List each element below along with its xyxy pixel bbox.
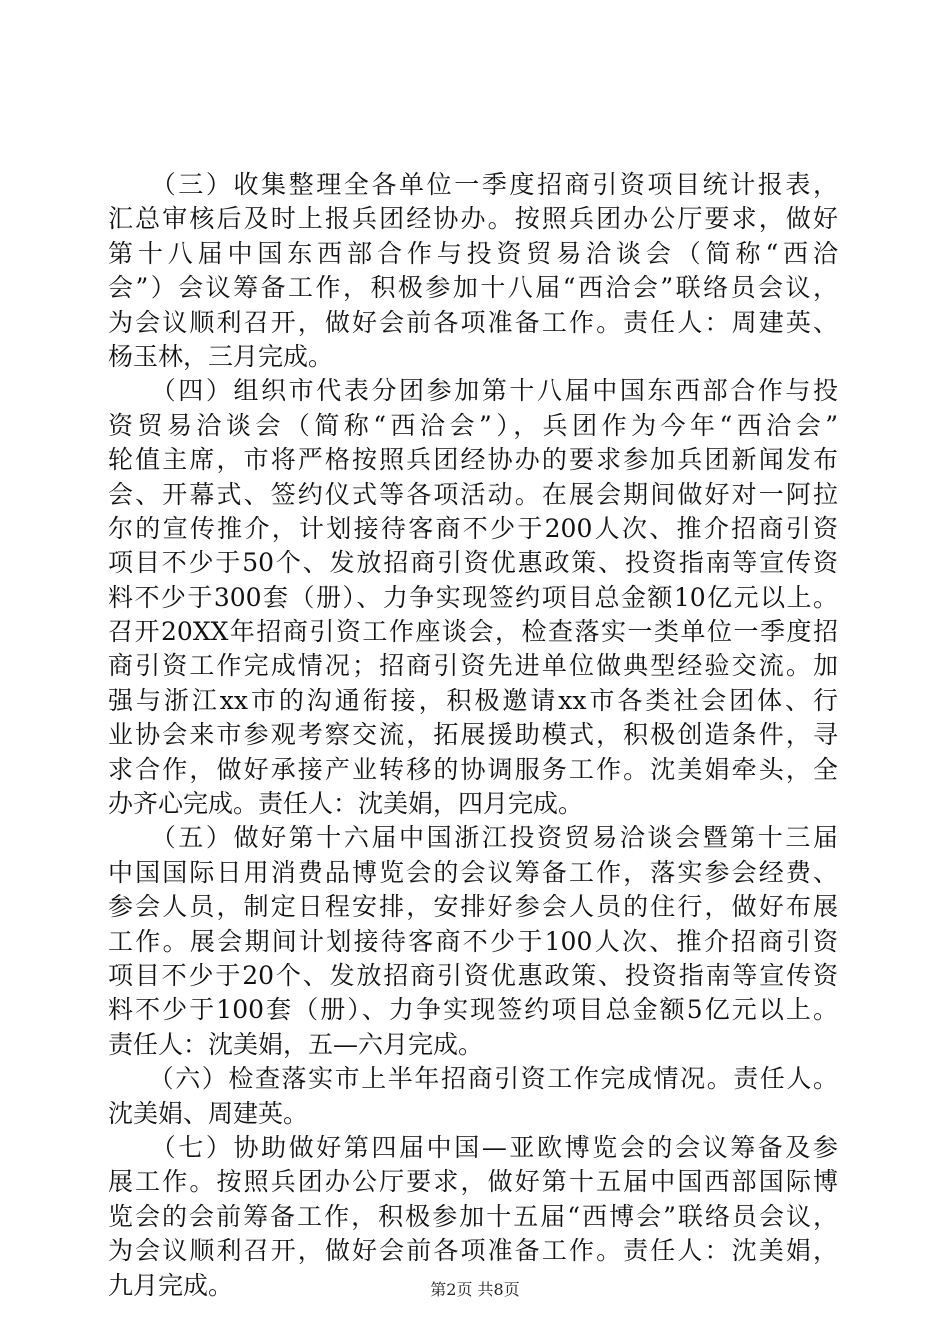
paragraph-3 xyxy=(108,168,838,374)
text-line: （五）做好第十六届中国浙江投资贸易洽谈会暨第十三届 xyxy=(108,823,838,853)
page-number-footer: 第2页 共8页 xyxy=(430,1280,520,1299)
text-line: 强与浙江xx市的沟通衔接，积极邀请xx市各类社会团体、行 xyxy=(108,685,838,715)
text-line: 召开20XX年招商引资工作座谈会，检查落实一类单位一季度招 xyxy=(108,617,838,647)
text-line: 第十八届中国东西部合作与投资贸易洽谈会（简称“西洽 xyxy=(108,238,838,268)
text-line: （六）检查落实市上半年招商引资工作完成情况。责任人。 xyxy=(108,1064,838,1094)
text-line: 办齐心完成。责任人：沈美娟，四月完成。 xyxy=(108,789,584,819)
paragraph-4 xyxy=(108,374,838,821)
text-line: 尔的宣传推介，计划接待客商不少于200人次、推介招商引资 xyxy=(108,513,838,543)
text-line: 中国国际日用消费品博览会的会议筹备工作，落实参会经费、 xyxy=(108,857,838,887)
text-line: 沈美娟、周建英。 xyxy=(108,1098,309,1128)
text-line: 会”）会议筹备工作，积极参加十八届“西洽会”联络员会议， xyxy=(108,273,838,303)
text-line: 责任人：沈美娟，五—六月完成。 xyxy=(108,1029,484,1059)
text-line: 料不少于300套（册）、力争实现签约项目总金额10亿元以上。 xyxy=(108,582,838,612)
text-line: 商引资工作完成情况；招商引资先进单位做典型经验交流。加 xyxy=(108,651,838,681)
text-line: 业协会来市参观考察交流，拓展援助模式，积极创造条件，寻 xyxy=(108,720,838,750)
paragraph-6 xyxy=(108,1062,838,1131)
text-line: 项目不少于20个、发放招商引资优惠政策、投资指南等宣传资 xyxy=(108,960,838,990)
text-line: 览会的会前筹备工作，积极参加十五届“西博会”联络员会议， xyxy=(108,1201,838,1231)
text-line: 汇总审核后及时上报兵团经协办。按照兵团办公厅要求，做好 xyxy=(108,204,838,234)
text-line: （三）收集整理全各单位一季度招商引资项目统计报表， xyxy=(108,170,838,199)
document-body xyxy=(108,168,838,1303)
text-line: （四）组织市代表分团参加第十八届中国东西部合作与投 xyxy=(108,376,838,406)
text-line: 九月完成。 xyxy=(108,1270,234,1300)
text-line: 资贸易洽谈会（简称“西洽会”），兵团作为今年“西洽会” xyxy=(108,410,838,440)
text-line: 杨玉林，三月完成。 xyxy=(108,341,334,371)
text-line: 展工作。按照兵团办公厅要求，做好第十五届中国西部国际博 xyxy=(108,1167,838,1197)
paragraph-7 xyxy=(108,1131,838,1303)
text-line: （七）协助做好第四届中国—亚欧博览会的会议筹备及参 xyxy=(108,1132,838,1162)
text-line: 参会人员，制定日程安排，安排好参会人员的住行，做好布展 xyxy=(108,892,838,922)
text-line: 会、开幕式、签约仪式等各项活动。在展会期间做好对一阿拉 xyxy=(108,479,838,509)
paragraph-5 xyxy=(108,821,838,1062)
text-line: 项目不少于50个、发放招商引资优惠政策、投资指南等宣传资 xyxy=(108,548,838,578)
text-line: 为会议顺利召开，做好会前各项准备工作。责任人：周建英、 xyxy=(108,307,838,337)
text-line: 轮值主席，市将严格按照兵团经协办的要求参加兵团新闻发布 xyxy=(108,445,838,475)
text-line: 工作。展会期间计划接待客商不少于100人次、推介招商引资 xyxy=(108,926,838,956)
text-line: 料不少于100套（册）、力争实现签约项目总金额5亿元以上。 xyxy=(108,995,838,1025)
text-line: 为会议顺利召开，做好会前各项准备工作。责任人：沈美娟， xyxy=(108,1236,838,1266)
text-line: 求合作，做好承接产业转移的协调服务工作。沈美娟牵头，全 xyxy=(108,754,838,784)
